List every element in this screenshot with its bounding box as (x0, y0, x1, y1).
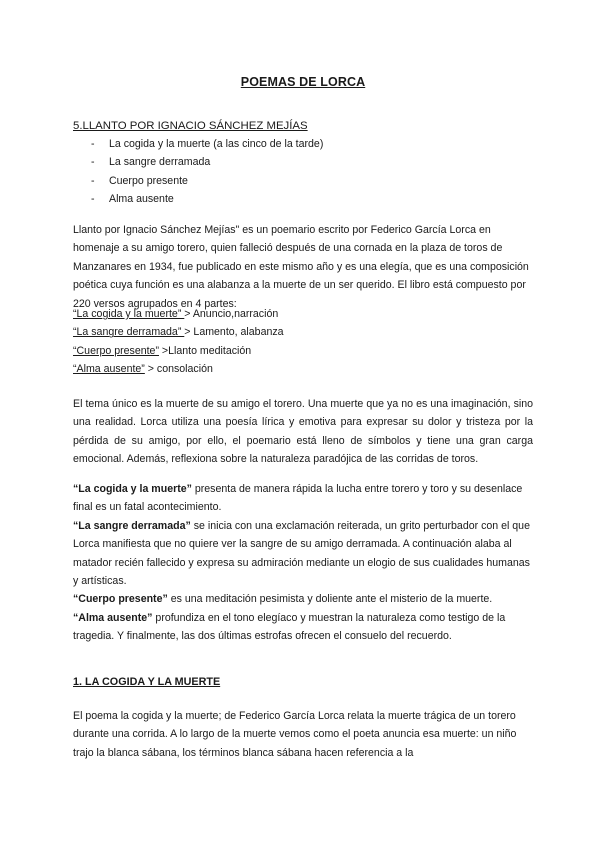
list-item-label: Cuerpo presente (109, 174, 188, 187)
analysis-item (73, 480, 533, 517)
dash-icon: - (91, 138, 95, 150)
list-item-label: La cogida y la muerte (a las cinco de la tarde) (109, 138, 324, 150)
intro-paragraph: Llanto por Ignacio Sánchez Mejías" es un poemario escrito por Federico García Lorca en homenaje a su amigo torero, quien falleció después de una cornada en la plaza de toros de Manzanares en 1934, fue publicado en este mismo año y es una elegía, que es una composición poética cuya función es una alabanza a la muerte de un ser querido. El libro está compuesto por 220 versos agrupados en 4 partes: (73, 224, 529, 310)
part-line (73, 360, 533, 378)
section-heading: 5.LLANTO POR IGNACIO SÁNCHEZ MEJÍAS (73, 120, 308, 132)
part-name: “Alma ausente” (73, 363, 145, 376)
analysis-part-name: “La sangre derramada” (73, 519, 191, 532)
part-line (73, 323, 533, 341)
list-item (91, 135, 323, 153)
part-line (73, 342, 533, 360)
list-item-label: Alma ausente (109, 192, 174, 205)
part-desc: > Anuncio,narración (184, 308, 279, 320)
list-item-label: La sangre derramada (109, 156, 211, 169)
part-desc: >Llanto meditación (158, 344, 252, 357)
theme-paragraph: El tema único es la muerte de su amigo el torero. Una muerte que ya no es una imaginación, sino una realidad. Lorca utiliza una poesía lírica y emotiva para expresar su dolor y tristeza por la pérdida de su amigo, por ello, el poemario está lleno de símbolos y tiene una gran carga emocional. Además, reflexiona sobre la naturaleza paradójica de las corridas de toros. (73, 398, 533, 466)
analysis-part-text: presenta de manera rápida la lucha entre torero y toro y su desenlace final es un fatal acontecimiento. (73, 483, 523, 514)
part-name: “Cuerpo presente” (73, 344, 159, 357)
dash-icon: - (91, 156, 95, 169)
part-desc: > consolación (144, 363, 213, 376)
list-item (91, 153, 323, 171)
dash-icon: - (91, 174, 95, 187)
list-item (91, 172, 323, 190)
part-line (73, 305, 533, 323)
analysis-part-text: es una meditación pesimista y doliente ante el misterio de la muerte. (167, 593, 493, 606)
analysis-section (73, 480, 533, 646)
part-desc: > Lamento, alabanza (184, 326, 284, 339)
subsection-paragraph: El poema la cogida y la muerte; de Federico García Lorca relata la muerte trágica de un torero durante una corrida. A lo largo de la muerte vemos como el poeta anuncia esa muerte: un niño trajo la blanca sábana, los términos blanca sábana hacen referencia a la (73, 710, 517, 759)
analysis-item (73, 609, 533, 646)
parts-list (91, 135, 323, 208)
dash-icon: - (91, 192, 95, 205)
analysis-item (73, 517, 533, 591)
analysis-item (73, 590, 533, 608)
analysis-part-name: “Cuerpo presente” (73, 593, 168, 606)
analysis-part-name: “La cogida y la muerte” (73, 483, 192, 495)
list-item (91, 190, 323, 208)
analysis-part-text: profundiza en el tono elegíaco y muestran la naturaleza como testigo de la tragedia. Y finalmente, las dos últimas estrofas ofrecen el consuelo del recuerdo. (73, 611, 506, 643)
subsection-heading: 1. LA COGIDA Y LA MUERTE (73, 676, 221, 688)
page-title: POEMAS DE LORCA (240, 75, 366, 89)
parts-summary (73, 305, 533, 379)
analysis-part-name: “Alma ausente” (73, 611, 153, 624)
part-name: “La cogida y la muerte” (73, 308, 185, 320)
part-name: “La sangre derramada” (73, 326, 185, 339)
analysis-part-text: se inicia con una exclamación reiterada, un grito perturbador con el que Lorca manifiesta que no quiere ver la sangre de su amigo derramada. A continuación alaba al matador recién fallecido y expresa su admiración mediante un elogio de sus cualidades humanas y artísticas. (73, 519, 530, 588)
